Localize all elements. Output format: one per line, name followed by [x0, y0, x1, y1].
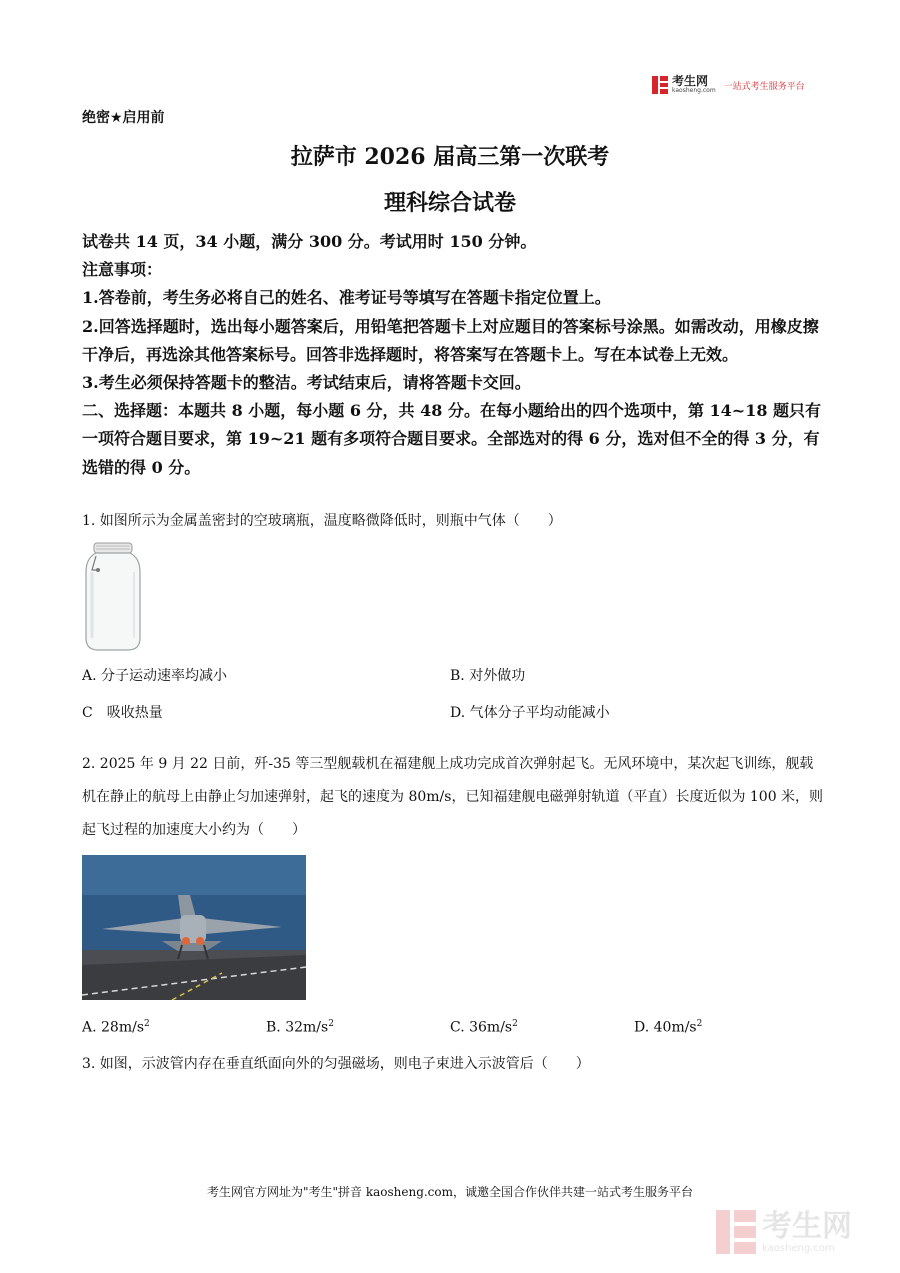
- brand-name: 考生网: [672, 74, 709, 88]
- exam-subtitle: 理科综合试卷: [383, 190, 516, 216]
- exam-summary: 试卷共 14 页，34 小题，满分 300 分。考试用时 150 分钟。: [82, 232, 537, 251]
- watermark-name: 考生网: [762, 1208, 852, 1244]
- brand-header: [652, 74, 805, 96]
- kaosheng-watermark: [716, 1210, 852, 1254]
- brand-url: kaosheng.com: [672, 87, 716, 94]
- q2-option-d[interactable]: D. $40m/s^2$: [634, 1019, 703, 1036]
- q2-option-c[interactable]: C. $36m/s^2$: [450, 1019, 518, 1036]
- q2-option-a[interactable]: A. $28m/s^2$: [82, 1019, 150, 1036]
- section-heading: 二、选择题：本题共 8 小题，每小题 6 分，共 48 分。在每小题给出的四个选项中，第 14~18 题只有一项符合题目要求，第 19~21 题有多项符合题目要求。全部选对的得 6 分，选对但不全的得 3 分，有选错的得 0 分。: [82, 401, 822, 477]
- watermark-logo-icon: [716, 1210, 756, 1254]
- q1-option-d[interactable]: D. 气体分子平均动能减小: [450, 705, 610, 721]
- watermark-url: kaosheng.com: [762, 1242, 835, 1254]
- q1-option-c[interactable]: C 吸收热量: [82, 705, 163, 721]
- carrier-jet-photo: [82, 855, 306, 1000]
- page-footer: 考生网官方网址为"考生"拼音 kaosheng.com，诚邀全国合作伙伴共建一站式考生服务平台: [206, 1185, 694, 1199]
- note-item-3: 3.考生必须保持答题卡的整洁。考试结束后，请将答题卡交回。: [82, 373, 531, 393]
- exam-title: 拉萨市 2026 届高三第一次联考: [290, 144, 610, 170]
- question-1-stem: 1. 如图所示为金属盖密封的空玻璃瓶，温度略微降低时，则瓶中气体（ ）: [82, 513, 562, 529]
- note-item-1: 1.答卷前，考生务必将自己的姓名、准考证号等填写在答题卡指定位置上。: [82, 288, 611, 308]
- brand-slogan: 一站式考生服务平台: [723, 81, 805, 92]
- q2-option-b[interactable]: B. $32m/s^2$: [266, 1019, 334, 1036]
- exam-instructions: [82, 228, 822, 482]
- secret-mark: 绝密★启用前: [82, 110, 165, 126]
- notes-heading: 注意事项：: [82, 260, 163, 280]
- q1-option-a[interactable]: A. 分子运动速率均减小: [82, 668, 228, 684]
- q1-option-b[interactable]: B. 对外做功: [450, 668, 526, 684]
- question-2-stem: 2. 2025 年 9 月 22 日前，歼-35 等三型舰载机在福建舰上成功完成首次弹射起飞。无风环境中，某次起飞训练，舰载机在静止的航母上由静止匀加速弹射，起飞的速度为 80m/s，已知福建舰电磁弹射轨道（平直）长度近似为 100 米，则起飞过程的加速度大小约为（ ）: [82, 756, 824, 838]
- glass-jar-image: [82, 542, 144, 652]
- kaosheng-logo-icon: [652, 76, 668, 94]
- question-3-stem: 3. 如图，示波管内存在垂直纸面向外的匀强磁场，则电子束进入示波管后（ ）: [82, 1056, 590, 1072]
- note-item-2: 2.回答选择题时，选出每小题答案后，用铅笔把答题卡上对应题目的答案标号涂黑。如需改动，用橡皮擦干净后，再选涂其他答案标号。回答非选择题时，将答案写在答题卡上。写在本试卷上无效。: [82, 316, 819, 364]
